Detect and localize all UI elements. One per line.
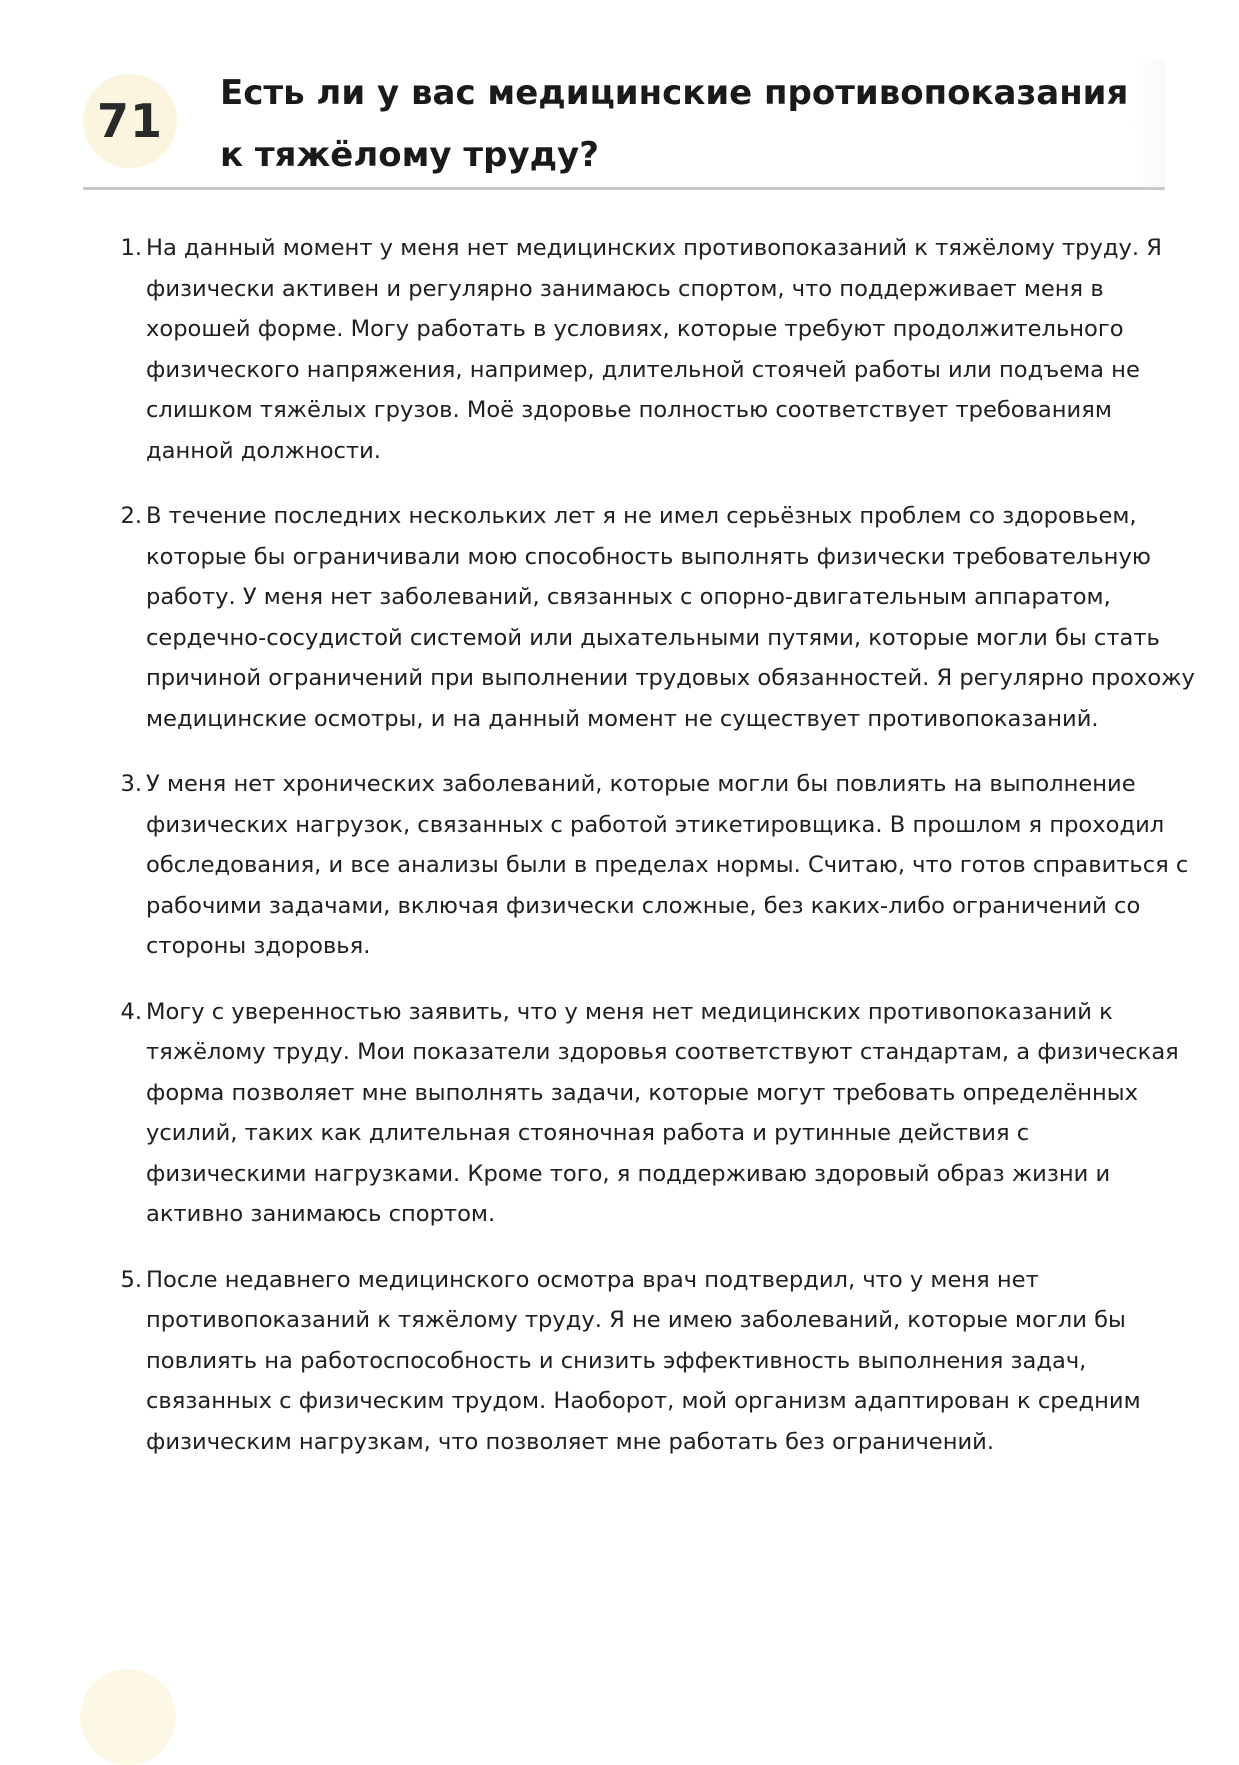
next-question-badge (80, 1669, 176, 1765)
question-number-badge: 71 (83, 74, 177, 168)
answer-item: Могу с уверенностью заявить, что у меня нет медицинских противопоказаний к тяжёлому труду. Мои показатели здоровья соответствуют стандартам, а физическая форма позволяет мне выполнять задачи, которые могут требовать определённых усилий, таких как длительная стояночная работа и рутинные действия с физическими нагрузками. Кроме того, я поддерживаю здоровый образ жизни и активно занимаюсь спортом. (146, 998, 1179, 1227)
question-title: Есть ли у вас медицинские противопоказания к тяжёлому труду? (220, 73, 1129, 175)
answer-item: После недавнего медицинского осмотра врач подтвердил, что у меня нет противопоказаний к тяжёлому труду. Я не имею заболеваний, которые могли бы повлиять на работоспособность и снизить эффективность выполнения задач, связанных с физическим трудом. Наоборот, мой организм адаптирован к средним физическим нагрузкам, что позволяет мне работать без ограничений. (146, 1266, 1141, 1455)
answer-item: В течение последних нескольких лет я не имел серьёзных проблем со здоровьем, которые бы ограничивали мою способность выполнять физически требовательную работу. У меня нет заболеваний, связанных с опорно-двигательным аппаратом, сердечно-сосудистой системой или дыхательными путями, которые могли бы стать причиной ограничений при выполнении трудовых обязанностей. Я регулярно прохожу медицинские осмотры, и на данный момент не существует противопоказаний. (146, 503, 1195, 732)
answer-item: У меня нет хронических заболеваний, которые могли бы повлиять на выполнение физических нагрузок, связанных с работой этикетировщика. В прошлом я проходил обследования, и все анализы были в пределах нормы. Считаю, что готов справиться с рабочими задачами, включая физически сложные, без каких-либо ограничений со стороны здоровья. (146, 771, 1189, 959)
answer-item: На данный момент у меня нет медицинских противопоказаний к тяжёлому труду. Я физически активен и регулярно занимаюсь спортом, что поддерживает меня в хорошей форме. Могу работать в условиях, которые требуют продолжительного физического напряжения, например, длительной стоячей работы или подъема не слишком тяжёлых грузов. Моё здоровье полностью соответствует требованиям данной должности. (146, 235, 1162, 464)
question-header (83, 58, 1165, 190)
answer-list (112, 228, 1196, 1487)
